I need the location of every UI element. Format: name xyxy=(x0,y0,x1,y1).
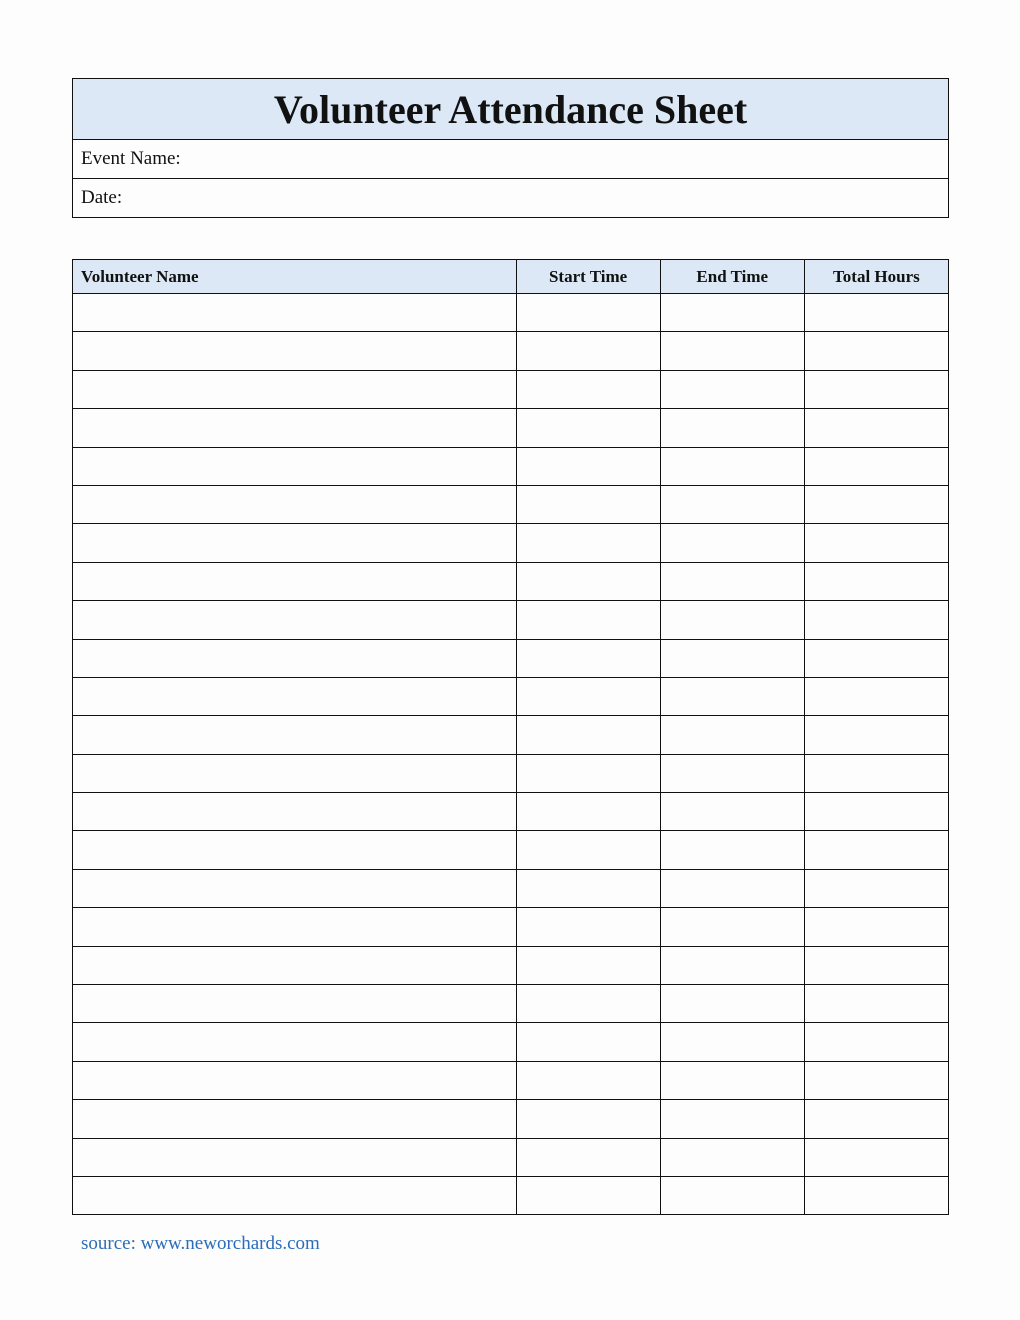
total-hours-cell[interactable] xyxy=(804,294,948,332)
end-time-cell[interactable] xyxy=(660,946,804,984)
end-time-cell[interactable] xyxy=(660,1100,804,1138)
total-hours-cell[interactable] xyxy=(804,1138,948,1176)
total-hours-cell[interactable] xyxy=(804,601,948,639)
end-time-cell[interactable] xyxy=(660,524,804,562)
total-hours-cell[interactable] xyxy=(804,793,948,831)
table-row xyxy=(73,1100,949,1138)
date-label: Date: xyxy=(81,187,123,208)
table-row xyxy=(73,601,949,639)
volunteer-name-cell[interactable] xyxy=(73,1138,517,1176)
end-time-cell[interactable] xyxy=(660,985,804,1023)
end-time-cell[interactable] xyxy=(660,562,804,600)
volunteer-name-cell[interactable] xyxy=(73,946,517,984)
volunteer-name-cell[interactable] xyxy=(73,677,517,715)
start-time-cell[interactable] xyxy=(516,485,660,523)
table-row xyxy=(73,332,949,370)
end-time-cell[interactable] xyxy=(660,831,804,869)
end-time-cell[interactable] xyxy=(660,332,804,370)
end-time-cell[interactable] xyxy=(660,1061,804,1099)
sheet-header xyxy=(72,78,949,218)
table-row xyxy=(73,562,949,600)
start-time-cell[interactable] xyxy=(516,447,660,485)
start-time-cell[interactable] xyxy=(516,562,660,600)
volunteer-name-cell[interactable] xyxy=(73,409,517,447)
start-time-cell[interactable] xyxy=(516,831,660,869)
volunteer-name-cell[interactable] xyxy=(73,370,517,408)
volunteer-name-cell[interactable] xyxy=(73,1100,517,1138)
table-row xyxy=(73,409,949,447)
event-name-label: Event Name: xyxy=(81,148,181,169)
end-time-cell[interactable] xyxy=(660,908,804,946)
end-time-cell[interactable] xyxy=(660,485,804,523)
end-time-cell[interactable] xyxy=(660,716,804,754)
total-hours-cell[interactable] xyxy=(804,985,948,1023)
total-hours-cell[interactable] xyxy=(804,946,948,984)
end-time-cell[interactable] xyxy=(660,294,804,332)
table-row xyxy=(73,524,949,562)
total-hours-cell[interactable] xyxy=(804,831,948,869)
total-hours-cell[interactable] xyxy=(804,409,948,447)
volunteer-name-cell[interactable] xyxy=(73,1023,517,1061)
volunteer-name-cell[interactable] xyxy=(73,562,517,600)
total-hours-cell[interactable] xyxy=(804,485,948,523)
total-hours-cell[interactable] xyxy=(804,332,948,370)
table-row xyxy=(73,1023,949,1061)
column-header-volunteer-name: Volunteer Name xyxy=(73,260,517,294)
table-row xyxy=(73,831,949,869)
end-time-cell[interactable] xyxy=(660,639,804,677)
volunteer-name-cell[interactable] xyxy=(73,639,517,677)
volunteer-name-cell[interactable] xyxy=(73,524,517,562)
table-row xyxy=(73,754,949,792)
total-hours-cell[interactable] xyxy=(804,562,948,600)
start-time-cell[interactable] xyxy=(516,946,660,984)
start-time-cell[interactable] xyxy=(516,677,660,715)
volunteer-name-cell[interactable] xyxy=(73,985,517,1023)
start-time-cell[interactable] xyxy=(516,409,660,447)
event-name-field[interactable] xyxy=(73,140,948,178)
table-row xyxy=(73,677,949,715)
column-header-total-hours: Total Hours xyxy=(804,260,948,294)
table-body xyxy=(73,294,949,1215)
table-row xyxy=(73,1138,949,1176)
end-time-cell[interactable] xyxy=(660,409,804,447)
table-row xyxy=(73,1061,949,1099)
end-time-cell[interactable] xyxy=(660,677,804,715)
attendance-table xyxy=(72,259,949,1215)
start-time-cell[interactable] xyxy=(516,524,660,562)
volunteer-name-cell[interactable] xyxy=(73,1176,517,1214)
start-time-cell[interactable] xyxy=(516,1176,660,1214)
table-row xyxy=(73,1176,949,1214)
table-header-row xyxy=(73,260,949,294)
start-time-cell[interactable] xyxy=(516,869,660,907)
volunteer-name-cell[interactable] xyxy=(73,754,517,792)
end-time-cell[interactable] xyxy=(660,601,804,639)
table-row xyxy=(73,908,949,946)
start-time-cell[interactable] xyxy=(516,601,660,639)
volunteer-name-cell[interactable] xyxy=(73,869,517,907)
total-hours-cell[interactable] xyxy=(804,524,948,562)
table-row xyxy=(73,716,949,754)
table-row xyxy=(73,370,949,408)
source-link[interactable]: source: www.neworchards.com xyxy=(81,1233,320,1254)
table-row xyxy=(73,294,949,332)
table-row xyxy=(73,985,949,1023)
start-time-cell[interactable] xyxy=(516,754,660,792)
start-time-cell[interactable] xyxy=(516,639,660,677)
column-header-end-time: End Time xyxy=(660,260,804,294)
total-hours-cell[interactable] xyxy=(804,639,948,677)
volunteer-name-cell[interactable] xyxy=(73,485,517,523)
volunteer-name-cell[interactable] xyxy=(73,831,517,869)
start-time-cell[interactable] xyxy=(516,985,660,1023)
start-time-cell[interactable] xyxy=(516,1138,660,1176)
table-row xyxy=(73,447,949,485)
total-hours-cell[interactable] xyxy=(804,447,948,485)
total-hours-cell[interactable] xyxy=(804,869,948,907)
end-time-cell[interactable] xyxy=(660,1023,804,1061)
page-title: Volunteer Attendance Sheet xyxy=(73,79,948,140)
start-time-cell[interactable] xyxy=(516,908,660,946)
table-row xyxy=(73,639,949,677)
volunteer-name-cell[interactable] xyxy=(73,447,517,485)
volunteer-name-cell[interactable] xyxy=(73,294,517,332)
end-time-cell[interactable] xyxy=(660,1176,804,1214)
volunteer-name-cell[interactable] xyxy=(73,908,517,946)
table-row xyxy=(73,869,949,907)
total-hours-cell[interactable] xyxy=(804,908,948,946)
column-header-start-time: Start Time xyxy=(516,260,660,294)
table-row xyxy=(73,485,949,523)
table-row xyxy=(73,946,949,984)
total-hours-cell[interactable] xyxy=(804,1100,948,1138)
start-time-cell[interactable] xyxy=(516,294,660,332)
volunteer-name-cell[interactable] xyxy=(73,716,517,754)
end-time-cell[interactable] xyxy=(660,1138,804,1176)
total-hours-cell[interactable] xyxy=(804,1061,948,1099)
start-time-cell[interactable] xyxy=(516,332,660,370)
start-time-cell[interactable] xyxy=(516,370,660,408)
total-hours-cell[interactable] xyxy=(804,1023,948,1061)
date-field[interactable] xyxy=(73,178,948,217)
start-time-cell[interactable] xyxy=(516,716,660,754)
start-time-cell[interactable] xyxy=(516,1061,660,1099)
start-time-cell[interactable] xyxy=(516,1100,660,1138)
volunteer-name-cell[interactable] xyxy=(73,601,517,639)
total-hours-cell[interactable] xyxy=(804,716,948,754)
volunteer-name-cell[interactable] xyxy=(73,1061,517,1099)
total-hours-cell[interactable] xyxy=(804,754,948,792)
end-time-cell[interactable] xyxy=(660,370,804,408)
total-hours-cell[interactable] xyxy=(804,370,948,408)
end-time-cell[interactable] xyxy=(660,869,804,907)
table-row xyxy=(73,793,949,831)
volunteer-name-cell[interactable] xyxy=(73,793,517,831)
start-time-cell[interactable] xyxy=(516,1023,660,1061)
start-time-cell[interactable] xyxy=(516,793,660,831)
end-time-cell[interactable] xyxy=(660,754,804,792)
volunteer-name-cell[interactable] xyxy=(73,332,517,370)
end-time-cell[interactable] xyxy=(660,447,804,485)
end-time-cell[interactable] xyxy=(660,793,804,831)
total-hours-cell[interactable] xyxy=(804,677,948,715)
total-hours-cell[interactable] xyxy=(804,1176,948,1214)
